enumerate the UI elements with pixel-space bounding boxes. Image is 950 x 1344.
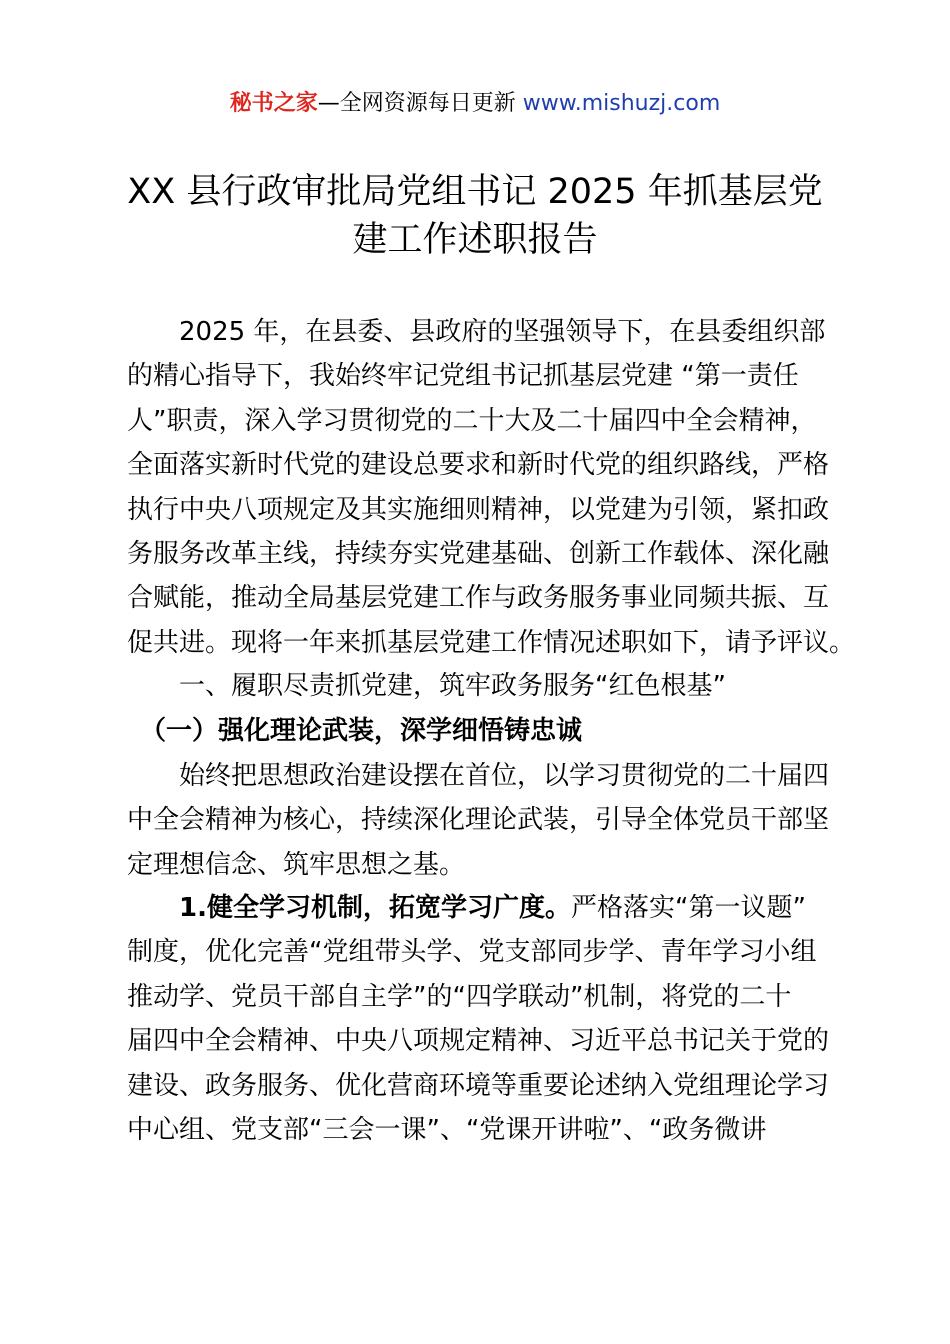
title-line: 建工作述职报告 — [352, 220, 598, 260]
paragraph-line: 合赋能，推动全局基层党建工作与政务服务事业同频共振、互 — [127, 583, 830, 614]
title-line: XX 县行政审批局党组书记 2025 年抓基层党 — [127, 172, 823, 212]
item-lead-rest: 严格落实“第一议题” — [570, 893, 806, 923]
paragraph-line: 务服务改革主线，持续夯实党建基础、创新工作载体、深化融 — [127, 539, 830, 570]
section-heading-1 — [127, 664, 832, 708]
subsection-heading-1 — [127, 709, 832, 753]
paragraph-line: 中心组、党支部“三会一课”、“党课开讲啦”、“政务微讲 — [127, 1115, 767, 1146]
paragraph-line: 中全会精神为核心，持续深化理论武装，引导全体党员干部坚 — [127, 805, 830, 836]
section-paragraph — [127, 754, 832, 887]
paragraph-line: 始终把思想政治建设摆在首位，以学习贯彻党的二十届四 — [127, 761, 830, 791]
item-paragraph-1 — [127, 886, 832, 1152]
paragraph-line: 执行中央八项规定及其实施细则精神，以党建为引领，紧扣政 — [127, 494, 830, 525]
item-lead: 1.健全学习机制，拓宽学习广度。 — [127, 893, 571, 923]
site-url-link[interactable]: www.mishuzj.com — [522, 91, 721, 116]
paragraph-line: 的精心指导下，我始终牢记党组书记抓基层党建 “第一责任 — [127, 361, 799, 392]
site-header — [0, 88, 950, 120]
paragraph-line: 制度，优化完善“党组带头学、党支部同步学、青年学习小组 — [127, 937, 817, 968]
paragraph-line: 人”职责，深入学习贯彻党的二十大及二十届四中全会精神， — [127, 405, 817, 436]
paragraph-line: 促共进。现将一年来抓基层党建工作情况述职如下，请予评议。 — [127, 627, 856, 658]
header-tagline: —全网资源每日更新 — [317, 91, 523, 116]
paragraph-line — [127, 886, 832, 930]
document-title — [120, 168, 830, 264]
paragraph-line: 2025 年，在县委、县政府的坚强领导下，在县委组织部 — [127, 317, 826, 347]
heading-line: 一、履职尽责抓党建，筑牢政务服务“红色根基” — [127, 671, 726, 701]
brand-name: 秘书之家 — [229, 91, 318, 116]
paragraph-line: 推动学、党员干部自主学”的“四学联动”机制，将党的二十 — [127, 981, 792, 1012]
paragraph-line: 届四中全会精神、中央八项规定精神、习近平总书记关于党的 — [127, 1026, 830, 1057]
paragraph-line: 建设、政务服务、优化营商环境等重要论述纳入党组理论学习 — [127, 1070, 830, 1101]
heading-line: （一）强化理论武装，深学细悟铸忠诚 — [127, 716, 583, 746]
paragraph-line: 定理想信念、筑牢思想之基。 — [127, 849, 466, 880]
paragraph-line: 全面落实新时代党的建设总要求和新时代党的组织路线，严格 — [127, 450, 830, 481]
intro-paragraph — [127, 310, 856, 665]
